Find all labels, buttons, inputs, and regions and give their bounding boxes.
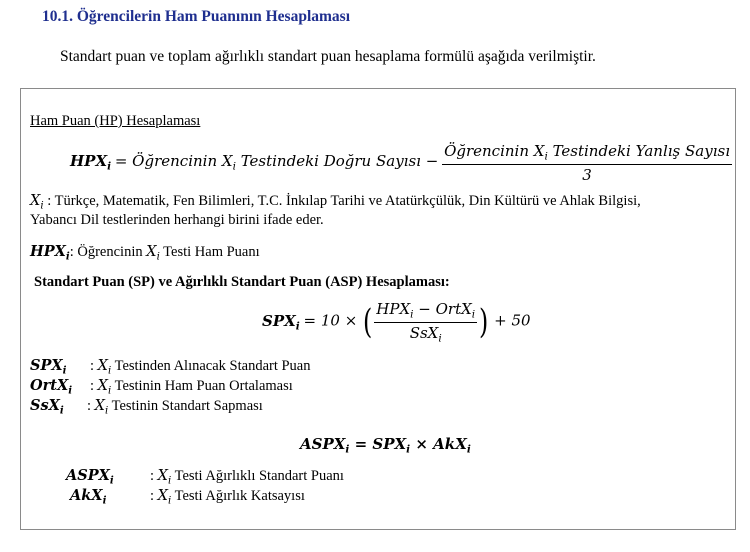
def-ortx: OrtX$_i$ : $X_i$ Testinin Ham Puan Ortalaması — [30, 377, 293, 397]
xi-symbol: $X_i$ — [30, 193, 44, 212]
hp-fraction-numerator: Öğrencinin $X_i$ Testindeki Yanlış Sayısı — [444, 142, 730, 163]
hp-formula-eq: = Öğrencinin $X_i$ Testindeki Doğru Sayısı − — [114, 152, 439, 173]
intro-text: Standart puan ve toplam ağırlıklı standart puan hesaplama formülü aşağıda verilmiştir. — [60, 48, 596, 65]
hp-fraction — [442, 142, 732, 184]
def-spx: $SPX_i$ : $X_i$ Testinden Alınacak Standart Puan — [30, 357, 311, 377]
hpx-symbol: $HPX_i$ — [70, 152, 112, 173]
xi-description: $X_i$ : Türkçe, Matematik, Fen Bilimleri, T.C. İnkılap Tarihi ve Atatürkçülük, Din Kültürü ve Ahlak Bilgisi, — [30, 193, 641, 212]
hpx-description: $HPX_i$: Öğrencinin $X_i$ Testi Ham Puanı — [30, 243, 260, 263]
def-aspx: $ASPX_i$ : $X_i$ Testi Ağırlıklı Standart Puanı — [66, 467, 344, 487]
def-akx: AkX$_i$ : $X_i$ Testi Ağırlık Katsayısı — [70, 487, 305, 507]
hp-formula — [70, 142, 732, 184]
xi-description-line2: Yabancı Dil testlerinden herhangi birini ifade eder. — [30, 212, 324, 228]
asp-formula: $ASPX_i = SPX_i \times AkX_i$ — [300, 435, 471, 456]
sp-formula: $SPX_i = 10$ × ( $\frac{HPX_i - OrtX_i}{SsX_i}$ ) + 50 — [262, 300, 531, 345]
hp-fraction-denominator: 3 — [582, 165, 592, 184]
sp-title: Standart Puan (SP) ve Ağırlıklı Standart Puan (ASP) Hesaplaması: — [34, 274, 450, 290]
sp-fraction: $\frac{HPX_i - OrtX_i}{SsX_i}$ — [376, 300, 476, 345]
def-ssx: SsX$_i$ : $X_i$ Testinin Standart Sapması — [30, 397, 263, 417]
section-heading: 10.1. Öğrencilerin Ham Puanının Hesaplaması — [42, 8, 351, 25]
hp-title: Ham Puan (HP) Hesaplaması — [30, 113, 201, 129]
